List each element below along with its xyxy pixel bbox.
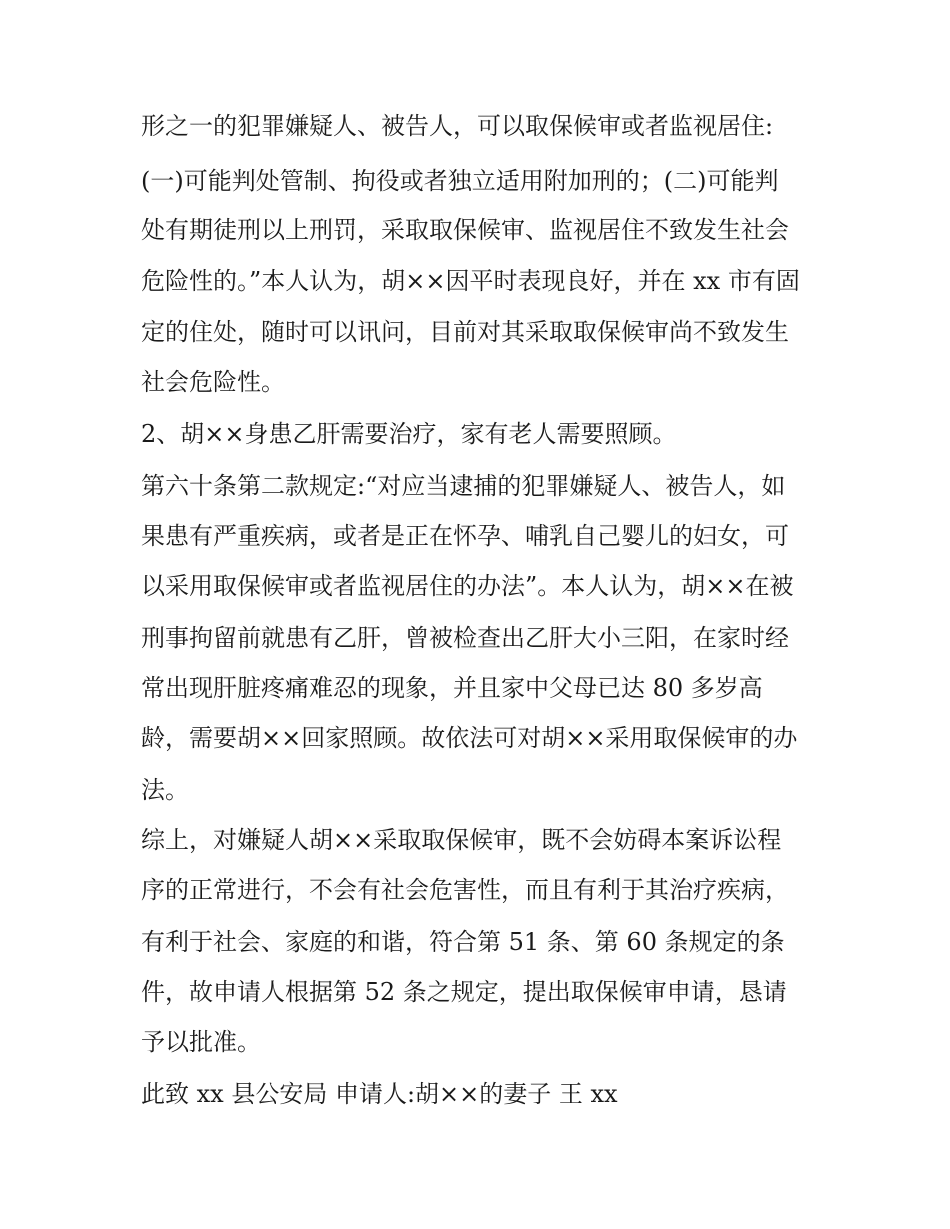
- text-line: 果患有严重疾病，或者是正在怀孕、哺乳自己婴儿的妇女，可: [141, 522, 789, 550]
- text-line: 综上，对嫌疑人胡××采取取保候审，既不会妨碍本案诉讼程: [141, 826, 782, 854]
- text-line: 以采用取保候审或者监视居住的办法”。本人认为，胡××在被: [141, 572, 794, 600]
- text-line: 有利于社会、家庭的和谐，符合第 51 条、第 60 条规定的条: [141, 928, 785, 956]
- text-line: 龄，需要胡××回家照顾。故依法可对胡××采用取保候审的办: [141, 724, 798, 752]
- text-line: 形之一的犯罪嫌疑人、被告人，可以取保候审或者监视居住:: [141, 112, 774, 140]
- text-line: 2、胡××身患乙肝需要治疗，家有老人需要照顾。: [141, 420, 677, 448]
- text-line: 第六十条第二款规定:“对应当逮捕的犯罪嫌疑人、被告人，如: [141, 472, 786, 500]
- text-line: 危险性的。”本人认为，胡××因平时表现良好，并在 xx 市有固: [141, 267, 800, 295]
- signature-line: 此致 xx 县公安局 申请人:胡××的妻子 王 xx: [141, 1080, 618, 1108]
- text-line: 件，故申请人根据第 52 条之规定，提出取保候审申请，恳请: [141, 978, 787, 1006]
- text-line: 序的正常进行，不会有社会危害性，而且有利于其治疗疾病，: [141, 876, 789, 904]
- text-line: 社会危险性。: [141, 368, 285, 396]
- text-line: 常出现肝脏疼痛难忍的现象，并且家中父母已达 80 多岁高: [141, 674, 763, 702]
- text-line: 处有期徒刑以上刑罚，采取取保候审、监视居住不致发生社会: [141, 216, 789, 244]
- text-line: 予以批准。: [141, 1028, 261, 1056]
- text-line: 定的住处，随时可以讯问，目前对其采取取保候审尚不致发生: [141, 318, 789, 346]
- text-line: 法。: [141, 776, 189, 804]
- text-line: 刑事拘留前就患有乙肝，曾被检查出乙肝大小三阳，在家时经: [141, 624, 789, 652]
- text-line: (一)可能判处管制、拘役或者独立适用附加刑的；(二)可能判: [141, 167, 779, 195]
